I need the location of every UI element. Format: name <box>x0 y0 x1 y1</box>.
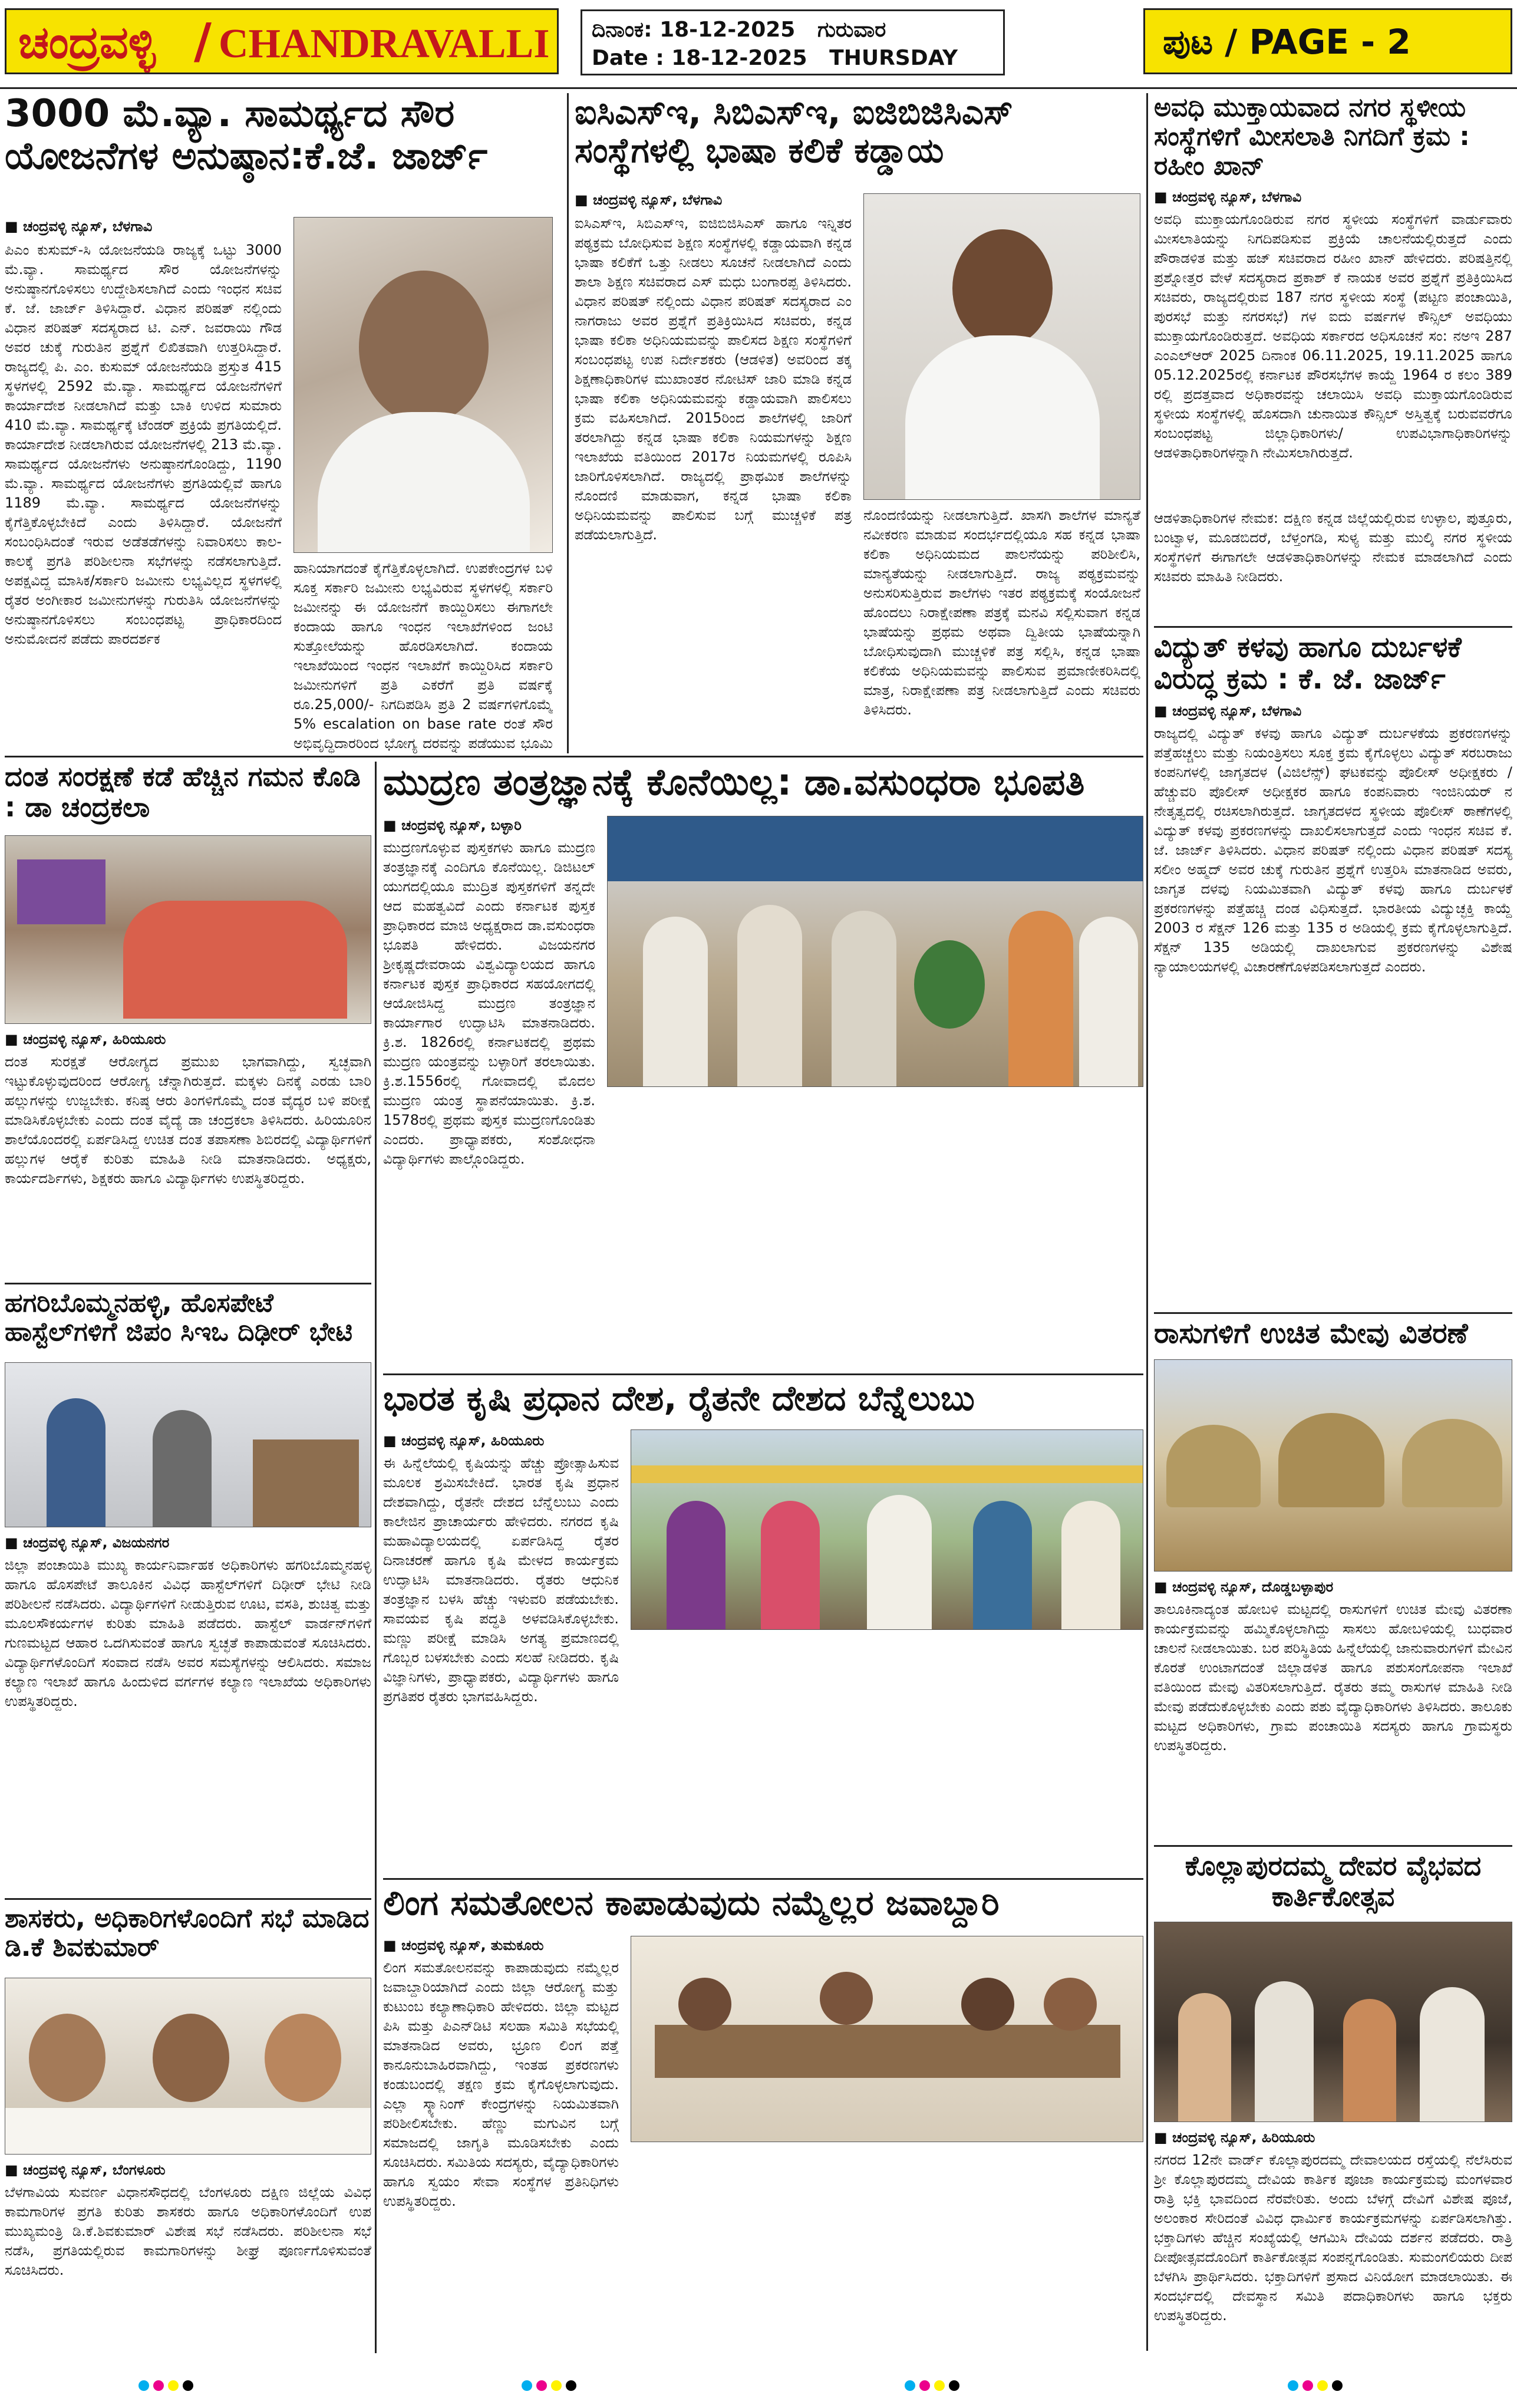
photo-agriculture-event <box>631 1429 1143 1630</box>
headline: ಅವಧಿ ಮುಕ್ತಾಯವಾದ ನಗರ ಸ್ಥಳೀಯ ಸಂಸ್ಥೆಗಳಿಗೆ ಮೀಸಲಾತಿ ನಿಗದಿಗೆ ಕ್ರಮ : ರಹೀಂ ಖಾನ್ <box>1154 93 1470 181</box>
article-gender-balance <box>383 1884 1143 2352</box>
person <box>678 1978 731 2031</box>
byline: ■ ಚಂದ್ರವಳ್ಳಿ ನ್ಯೂಸ್, ಬೆಂಗಳೂರು <box>5 2162 166 2178</box>
section-rule <box>1154 626 1512 628</box>
decoration-ribbon <box>631 1465 1143 1483</box>
hay-stack <box>1166 1425 1261 1507</box>
black-mark <box>949 2380 959 2391</box>
person <box>643 917 708 1087</box>
date-english-label: Date : <box>592 46 664 70</box>
stage-banner <box>608 816 1143 881</box>
photo-hostel-visit <box>5 1362 371 1527</box>
person <box>867 1495 932 1630</box>
byline: ■ ಚಂದ್ರವಳ್ಳಿ ನ್ಯೂಸ್, ಹಿರಿಯೂರು <box>383 1432 545 1449</box>
magenta-mark <box>919 2380 930 2391</box>
photo-dks-meeting <box>5 1978 371 2155</box>
person <box>1420 1987 1485 2122</box>
person <box>1255 1981 1314 2122</box>
byline: ■ ಚಂದ್ರವಳ್ಳಿ ನ್ಯೂಸ್, ದೊಡ್ಡಬಳ್ಳಾಪುರ <box>1154 1579 1334 1595</box>
cyan-mark <box>1288 2380 1298 2391</box>
dateline <box>581 9 1005 75</box>
section-rule <box>5 1283 371 1284</box>
cyan-mark <box>522 2380 532 2391</box>
article-body: ನಗರದ 12ನೇ ವಾರ್ಡ್ ಕೊಲ್ಲಾಪುರದಮ್ಮ ದೇವಾಲಯದ ರಸ್ತೆಯಲ್ಲಿ ನೆಲೆಸಿರುವ ಶ್ರೀ ಕೊಲ್ಲಾಪುರದಮ್ಮ ದೇವಿಯ ಕಾರ್ತಿಕ ಪೂಜಾ ಕಾರ್ಯಕ್ರಮವು ಮಂಗಳವಾರ ರಾತ್ರಿ ಭಕ್ತಿ ಭಾವದಿಂದ ನೆರವೇರಿತು. ಅಂದು ಬೆಳಗ್ಗೆ ದೇವಿಗೆ ವಿಶೇಷ ಪೂಜೆ, ಅಲಂಕಾರ ಸೇರಿದಂತೆ ವಿವಿಧ ಧಾರ್ಮಿಕ ಕಾರ್ಯಕ್ರಮಗಳನ್ನು ಏರ್ಪಡಿಸಲಾಗಿತ್ತು. ಭಕ್ತಾದಿಗಳು ಹೆಚ್ಚಿನ ಸಂಖ್ಯೆಯಲ್ಲಿ ಆಗಮಿಸಿ ದೇವಿಯ ದರ್ಶನ ಪಡೆದರು. ರಾತ್ರಿ ದೀಪೋತ್ಸವದೊಂದಿಗೆ ಕಾರ್ತಿಕೋತ್ಸವ ಸಂಪನ್ನಗೊಂಡಿತು. ಸುಮಂಗಲಿಯರು ದೀಪ ಬೆಳಗಿಸಿ ಪ್ರಾರ್ಥಿಸಿದರು. ಭಕ್ತಾದಿಗಳಿಗೆ ಪ್ರಸಾದ ವಿನಿಯೋಗ ಮಾಡಲಾಯಿತು. ಈ ಸಂದರ್ಭದಲ್ಲಿ ದೇವಸ್ಥಾನ ಸಮಿತಿ ಪದಾಧಿಕಾರಿಗಳು ಹಾಗೂ ಭಕ್ತರು ಉಪಸ್ಥಿತರಿದ್ದರು. <box>1154 2152 1512 2324</box>
cyan-mark <box>138 2380 149 2391</box>
byline: ■ ಚಂದ್ರವಳ್ಳಿ ನ್ಯೂಸ್, ತುಮಕೂರು <box>383 1937 544 1954</box>
section-rule <box>5 756 1143 757</box>
page-number: ಪುಟ / PAGE - 2 <box>1163 22 1411 62</box>
person <box>1008 911 1073 1087</box>
print-registration-marks <box>0 2357 1517 2408</box>
byline: ■ ಚಂದ್ರವಳ್ಳಿ ನ್ಯೂಸ್, ಬೆಳಗಾವಿ <box>5 218 153 235</box>
hay-stack <box>1278 1413 1384 1507</box>
page-number-box <box>1143 8 1512 74</box>
date-english-row <box>592 44 994 73</box>
article-fodder <box>1154 1318 1512 1843</box>
article-body: ಮುದ್ರಣಗೊಳ್ಳುವ ಪುಸ್ತಕಗಳು ಹಾಗೂ ಮುದ್ರಣ ತಂತ್ರಜ್ಞಾನಕ್ಕೆ ಎಂದಿಗೂ ಕೊನೆಯಿಲ್ಲ. ಡಿಜಿಟಲ್ ಯುಗದಲ್ಲಿಯೂ ಮುದ್ರಿತ ಪುಸ್ತಕಗಳಿಗೆ ತನ್ನದೇ ಆದ ಮಹತ್ವವಿದೆ ಎಂದು ಕರ್ನಾಟಕ ಪುಸ್ತಕ ಪ್ರಾಧಿಕಾರದ ಮಾಜಿ ಅಧ್ಯಕ್ಷರಾದ ಡಾ.ವಸುಂಧರಾ ಭೂಪತಿ ಹೇಳಿದರು. ವಿಜಯನಗರ ಶ್ರೀಕೃಷ್ಣದೇವರಾಯ ವಿಶ್ವವಿದ್ಯಾಲಯದ ಹಾಗೂ ಕರ್ನಾಟಕ ಪುಸ್ತಕ ಪ್ರಾಧಿಕಾರದ ಸಹಯೋಗದಲ್ಲಿ ಆಯೋಜಿಸಿದ್ದ ಮುದ್ರಣ ತಂತ್ರಜ್ಞಾನ ಕಾರ್ಯಾಗಾರ ಉದ್ಘಾಟಿಸಿ ಮಾತನಾಡಿದರು. ಕ್ರಿ.ಶ. 1826ರಲ್ಲಿ ಕರ್ನಾಟಕದಲ್ಲಿ ಪ್ರಥಮ ಮುದ್ರಣ ಯಂತ್ರವನ್ನು ಬಳ್ಳಾರಿಗೆ ತರಲಾಯಿತು. ಕ್ರಿ.ಶ.1556ರಲ್ಲಿ ಗೋವಾದಲ್ಲಿ ಮೊದಲ ಮುದ್ರಣ ಯಂತ್ರ ಸ್ಥಾಪನೆಯಾಯಿತು. ಕ್ರಿ.ಶ. 1578ರಲ್ಲಿ ಪ್ರಥಮ ಪುಸ್ತಕ ಮುದ್ರಣಗೊಂಡಿತು ಎಂದರು. ಪ್ರಾಧ್ಯಾಪಕರು, ಸಂಶೋಧನಾ ವಿದ್ಯಾರ್ಥಿಗಳು ಪಾಲ್ಗೊಂಡಿದ್ದರು. <box>383 839 595 1167</box>
yellow-mark <box>1317 2380 1328 2391</box>
article-body: ಪಿಎಂ ಕುಸುಮ್-ಸಿ ಯೋಜನೆಯಡಿ ರಾಜ್ಯಕ್ಕೆ ಒಟ್ಟು 3000 ಮೆ.ವ್ಯಾ. ಸಾಮರ್ಥ್ಯದ ಸೌರ ಯೋಜನೆಗಳನ್ನು ಅನುಷ್ಠಾನಗೊಳಿಸಲು ಉದ್ದೇಶಿಸಲಾಗಿದೆ ಎಂದು ಇಂಧನ ಸಚಿವ ಕೆ. ಜೆ. ಜಾರ್ಜ್ ತಿಳಿಸಿದ್ದಾರೆ. ವಿಧಾನ ಪರಿಷತ್ ನಲ್ಲಿಂದು ವಿಧಾನ ಪರಿಷತ್ ಸದಸ್ಯರಾದ ಟಿ. ಎನ್. ಜವರಾಯಿ ಗೌಡ ಅವರ ಚುಕ್ಕೆ ಗುರುತಿನ ಪ್ರಶ್ನೆಗೆ ಲಿಖಿತವಾಗಿ ಉತ್ತರಿಸಿದ್ದಾರೆ. ರಾಜ್ಯದಲ್ಲಿ ಪಿ. ಎಂ. ಕುಸುಮ್ ಯೋಜನೆಯಡಿ ಪ್ರಸ್ತುತ 415 ಸ್ಥಳಗಳಲ್ಲಿ 2592 ಮೆ.ವ್ಯಾ. ಸಾಮರ್ಥ್ಯದ ಯೋಜನೆಗಳಿಗೆ ಕಾರ್ಯಾದೇಶ ನೀಡಲಾಗಿದೆ ಮತ್ತು ಬಾಕಿ ಉಳಿದ ಸುಮಾರು 410 ಮೆ.ವ್ಯಾ. ಸಾಮರ್ಥ್ಯಕ್ಕೆ ಟೆಂಡರ್ ಪ್ರಕ್ರಿಯೆ ಪ್ರಗತಿಯಲ್ಲಿದೆ. ಕಾರ್ಯಾದೇಶ ನೀಡಲಾಗಿರುವ ಯೋಜನೆಗಳಲ್ಲಿ 213 ಮೆ.ವ್ಯಾ. ಸಾಮರ್ಥ್ಯದ ಯೋಜನೆಗಳು ಅನುಷ್ಠಾನಗೊಂಡಿದ್ದು, 1190 ಮೆ.ವ್ಯಾ. ಸಾಮರ್ಥ್ಯದ ಯೋಜನೆಗಳು ಪ್ರಗತಿಯಲ್ಲಿವೆ ಹಾಗೂ 1189 ಮೆ.ವ್ಯಾ. ಸಾಮರ್ಥ್ಯದ ಯೋಜನೆಗಳನ್ನು ಕೈಗೆತ್ತಿಕೊಳ್ಳಬೇಕಿದೆ ಎಂದು ತಿಳಿಸಿದ್ದಾರೆ. ಯೋಜನೆಗೆ ಸಂಬಂಧಿಸಿದಂತೆ ಇರುವ ಅಡೆತಡೆಗಳನ್ನು ನಿವಾರಿಸಲು ಕಾಲ-ಕಾಲಕ್ಕೆ ಪ್ರಗತಿ ಪರಿಶೀಲನಾ ಸಭೆಗಳನ್ನು ನಡೆಸಲಾಗುತ್ತಿದೆ. ಅಪಕ್ಷವಿದ್ದ ಮಾಸಿಕ/ಸರ್ಕಾರಿ ಜಮೀನು ಲಭ್ಯವಿಲ್ಲದ ಸ್ಥಳಗಳಲ್ಲಿ ರೈತರ ಅಂಗೀಕಾರ ಜಮೀನುಗಳನ್ನು ಗುರುತಿಸಿ ಯೋಜನೆಗಳನ್ನು ಅನುಷ್ಠಾನಗೊಳಿಸಲು ಸಂಬಂಧಪಟ್ಟ ಪ್ರಾಧಿಕಾರದಿಂದ ಅನುಮೋದನೆ ಪಡೆದು ಪಾರದರ್ಶಕ <box>5 242 282 647</box>
headline: ಹಗರಿಬೊಮ್ಮನಹಳ್ಳಿ, ಹೊಸಪೇಟೆ ಹಾಸ್ಟೆಲ್‌ಗಳಿಗೆ ಜಿಪಂ ಸಿಇಒ ದಿಢೀರ್ ಭೇಟಿ <box>5 1289 353 1348</box>
section-rule <box>1154 1312 1512 1314</box>
person <box>667 1501 725 1630</box>
date-english-value: 18-12-2025 <box>671 46 807 70</box>
article-urban-local-bodies <box>1154 93 1512 624</box>
table <box>253 1439 359 1527</box>
byline: ■ ಚಂದ್ರವಳ್ಳಿ ನ್ಯೂಸ್, ವಿಜಯನಗರ <box>5 1534 170 1551</box>
article-body: ದಂತ ಸುರಕ್ಷತೆ ಆರೋಗ್ಯದ ಪ್ರಮುಖ ಭಾಗವಾಗಿದ್ದು, ಸ್ವಚ್ಛವಾಗಿ ಇಟ್ಟುಕೊಳ್ಳುವುದರಿಂದ ಆರೋಗ್ಯ ಚೆನ್ನಾಗಿರುತ್ತದೆ. ಮಕ್ಕಳು ದಿನಕ್ಕೆ ಎರಡು ಬಾರಿ ಹಲ್ಲುಗಳನ್ನು ಉಜ್ಜಬೇಕು. ಕನಿಷ್ಠ ಆರು ತಿಂಗಳಿಗೊಮ್ಮೆ ದಂತ ವೈದ್ಯರ ಬಳಿ ಪರೀಕ್ಷೆ ಮಾಡಿಸಿಕೊಳ್ಳಬೇಕು ಎಂದು ದಂತ ವೈದ್ಯೆ ಡಾ ಚಂದ್ರಕಲಾ ತಿಳಿಸಿದರು. ಹಿರಿಯೂರಿನ ಶಾಲೆಯೊಂದರಲ್ಲಿ ಏರ್ಪಡಿಸಿದ್ದ ಉಚಿತ ದಂತ ತಪಾಸಣಾ ಶಿಬಿರದಲ್ಲಿ ವಿದ್ಯಾರ್ಥಿಗಳಿಗೆ ಹಲ್ಲುಗಳ ಆರೈಕೆ ಕುರಿತು ಮಾಹಿತಿ ನೀಡಿ ಮಾತನಾಡಿದರು. ಅಧ್ಯಕ್ಷರು, ಕಾರ್ಯದರ್ಶಿಗಳು, ಶಿಕ್ಷಕರು ಹಾಗೂ ವಿದ್ಯಾರ್ಥಿಗಳು ಉಪಸ್ಥಿತರಿದ್ದರು. <box>5 1053 371 1187</box>
person <box>1343 1999 1396 2122</box>
portrait-face <box>359 271 489 424</box>
article-body: ಲಿಂಗ ಸಮತೋಲನವನ್ನು ಕಾಪಾಡುವುದು ನಮ್ಮೆಲ್ಲರ ಜವಾಬ್ದಾರಿಯಾಗಿದೆ ಎಂದು ಜಿಲ್ಲಾ ಆರೋಗ್ಯ ಮತ್ತು ಕುಟುಂಬ ಕಲ್ಯಾಣಾಧಿಕಾರಿ ಹೇಳಿದರು. ಜಿಲ್ಲಾ ಮಟ್ಟದ ಪಿಸಿ ಮತ್ತು ಪಿಎನ್‌ಡಿಟಿ ಸಲಹಾ ಸಮಿತಿ ಸಭೆಯಲ್ಲಿ ಮಾತನಾಡಿದ ಅವರು, ಭ್ರೂಣ ಲಿಂಗ ಪತ್ತೆ ಕಾನೂನುಬಾಹಿರವಾಗಿದ್ದು, ಇಂತಹ ಪ್ರಕರಣಗಳು ಕಂಡುಬಂದಲ್ಲಿ ತಕ್ಷಣ ಕ್ರಮ ಕೈಗೊಳ್ಳಲಾಗುವುದು. ಎಲ್ಲಾ ಸ್ಕ್ಯಾನಿಂಗ್ ಕೇಂದ್ರಗಳನ್ನು ನಿಯಮಿತವಾಗಿ ಪರಿಶೀಲಿಸಬೇಕು. ಹೆಣ್ಣು ಮಗುವಿನ ಬಗ್ಗೆ ಸಮಾಜದಲ್ಲಿ ಜಾಗೃತಿ ಮೂಡಿಸಬೇಕು ಎಂದು ಸೂಚಿಸಿದರು. ಸಮಿತಿಯ ಸದಸ್ಯರು, ವೈದ್ಯಾಧಿಕಾರಿಗಳು ಹಾಗೂ ಸ್ವಯಂ ಸೇವಾ ಸಂಸ್ಥೆಗಳ ಪ್ರತಿನಿಧಿಗಳು ಉಪಸ್ಥಿತರಿದ್ದರು. <box>383 1959 619 2209</box>
day-kannada: ಗುರುವಾರ <box>817 18 886 42</box>
headline: ದಂತ ಸಂರಕ್ಷಣೆ ಕಡೆ ಹೆಚ್ಚಿನ ಗಮನ ಕೊಡಿ : ಡಾ ಚಂದ್ರಕಲಾ <box>5 762 361 823</box>
article-power-theft <box>1154 632 1512 1310</box>
yellow-mark <box>168 2380 179 2391</box>
magenta-mark <box>153 2380 164 2391</box>
section-rule <box>383 1373 1143 1375</box>
person <box>1061 1501 1120 1630</box>
photo-karthikotsava <box>1154 1922 1512 2122</box>
person <box>820 1972 873 2025</box>
masthead <box>0 0 1517 83</box>
portrait-shirt <box>905 335 1100 500</box>
logo-english: CHANDRAVALLI <box>219 21 550 67</box>
headline: ಭಾರತ ಕೃಷಿ ಪ್ರಧಾನ ದೇಶ, ರೈತನೇ ದೇಶದ ಬೆನ್ನೆಲುಬು <box>383 1379 975 1418</box>
meeting-table <box>655 2025 1120 2078</box>
person <box>153 1410 212 1527</box>
article-body: ತಾಲೂಕಿನಾದ್ಯಂತ ಹೋಬಳಿ ಮಟ್ಟದಲ್ಲಿ ರಾಸುಗಳಿಗೆ ಉಚಿತ ಮೇವು ವಿತರಣಾ ಕಾರ್ಯಕ್ರಮವನ್ನು ಹಮ್ಮಿಕೊಳ್ಳಲಾಗಿದ್ದು ಸಾಸಲು ಹೋಬಳಿಯಲ್ಲಿ ಬುಧವಾರ ಚಾಲನೆ ನೀಡಲಾಯಿತು. ಬರ ಪರಿಸ್ಥಿತಿಯ ಹಿನ್ನೆಲೆಯಲ್ಲಿ ಜಾನುವಾರುಗಳಿಗೆ ಮೇವಿನ ಕೊರತೆ ಉಂಟಾಗದಂತೆ ಜಿಲ್ಲಾಡಳಿತ ಹಾಗೂ ಪಶುಸಂಗೋಪನಾ ಇಲಾಖೆ ವತಿಯಿಂದ ಮೇವು ವಿತರಿಸಲಾಗುತ್ತಿದೆ. ರೈತರು ತಮ್ಮ ರಾಸುಗಳ ಮಾಹಿತಿ ನೀಡಿ ಮೇವು ಪಡೆದುಕೊಳ್ಳಬೇಕು ಎಂದು ಪಶು ವೈದ್ಯಾಧಿಕಾರಿಗಳು ತಿಳಿಸಿದರು. ತಾಲೂಕು ಮಟ್ಟದ ಅಧಿಕಾರಿಗಳು, ಗ್ರಾಮ ಪಂಚಾಯಿತಿ ಸದಸ್ಯರು ಹಾಗೂ ಗ್ರಾಮಸ್ಥರು ಉಪಸ್ಥಿತರಿದ್ದರು. <box>1154 1601 1512 1754</box>
black-mark <box>566 2380 576 2391</box>
magenta-mark <box>1302 2380 1313 2391</box>
article-dental <box>5 762 371 1280</box>
photo-fodder-distribution <box>1154 1359 1512 1572</box>
article-kollapuradamma <box>1154 1851 1512 2352</box>
person <box>832 911 896 1087</box>
byline: ■ ಚಂದ್ರವಳ್ಳಿ ನ್ಯೂಸ್, ಬೆಳಗಾವಿ <box>1154 189 1302 205</box>
portrait-face <box>952 229 1053 347</box>
article-printing <box>383 762 1143 1369</box>
cyan-mark <box>905 2380 915 2391</box>
person <box>973 1501 1032 1630</box>
column-rule <box>375 762 377 2353</box>
portrait-shirt <box>318 412 530 553</box>
date-kannada-row <box>592 16 994 44</box>
logo-separator: / <box>194 14 212 70</box>
hay-stack <box>1402 1419 1502 1507</box>
newspaper-logo <box>5 8 559 74</box>
person <box>29 2014 105 2102</box>
yellow-mark <box>551 2380 562 2391</box>
headline: 3000 ಮೆ.ವ್ಯಾ. ಸಾಮರ್ಥ್ಯದ ಸೌರ ಯೋಜನೆಗಳ ಅನುಷ್ಠಾನ:ಕೆ.ಜೆ. ಜಾರ್ಜ್ <box>5 93 488 178</box>
headline: ಮುದ್ರಣ ತಂತ್ರಜ್ಞಾನಕ್ಕೆ ಕೊನೆಯಿಲ್ಲ: ಡಾ.ವಸುಂಧರಾ ಭೂಪತಿ <box>383 762 1085 803</box>
article-agriculture <box>383 1379 1143 1875</box>
byline: ■ ಚಂದ್ರವಳ್ಳಿ ನ್ಯೂಸ್, ಹಿರಿಯೂರು <box>1154 2129 1315 2146</box>
section-rule <box>1154 1845 1512 1847</box>
byline: ■ ಚಂದ್ರವಳ್ಳಿ ನ್ಯೂಸ್, ಬೆಳಗಾವಿ <box>1154 703 1302 719</box>
article-body: ಐಸಿಎಸ್‌ಇ, ಸಿಬಿಎಸ್‌ಇ, ಐಜಿಬಿಜಿಸಿಎಸ್ ಹಾಗೂ ಇನ್ನಿತರ ಪಠ್ಯಕ್ರಮ ಬೋಧಿಸುವ ಶಿಕ್ಷಣ ಸಂಸ್ಥೆಗಳಲ್ಲಿ ಕಡ್ಡಾಯವಾಗಿ ಕನ್ನಡ ಭಾಷಾ ಕಲಿಕೆಗೆ ಒತ್ತು ನೀಡಲು ಸೂಚನೆ ನೀಡಲಾಗಿದೆ ಎಂದು ಶಾಲಾ ಶಿಕ್ಷಣ ಸಚಿವರಾದ ಎಸ್ ಮಧು ಬಂಗಾರಪ್ಪ ತಿಳಿಸಿದರು. ವಿಧಾನ ಪರಿಷತ್ ನಲ್ಲಿಂದು ವಿಧಾನ ಪರಿಷತ್ ಸದಸ್ಯರಾದ ಎಂ ನಾಗರಾಜು ಅವರ ಪ್ರಶ್ನೆಗೆ ಪ್ರತಿಕ್ರಿಯಿಸಿದ ಸಚಿವರು, ಕನ್ನಡ ಭಾಷಾ ಕಲಿಕಾ ಅಧಿನಿಯಮವನ್ನು ಪಾಲಿಸದ ಶಿಕ್ಷಣ ಸಂಸ್ಥೆಗಳಿಗೆ ಸಂಬಂಧಪಟ್ಟ ಉಪ ನಿರ್ದೇಶಕರು (ಆಡಳಿತ) ಅವರಿಂದ ತಕ್ಕ ಶಿಕ್ಷಣಾಧಿಕಾರಿಗಳ ಮುಖಾಂತರ ನೋಟಿಸ್ ಜಾರಿ ಮಾಡಿ ಕನ್ನಡ ಭಾಷಾ ಕಲಿಕಾ ಅಧಿನಿಯಮವನ್ನು ಕಡ್ಡಾಯವಾಗಿ ಪಾಲಿಸಲು ಕ್ರಮ ವಹಿಸಲಾಗಿದೆ. 2015ರಿಂದ ಶಾಲೆಗಳಲ್ಲಿ ಜಾರಿಗೆ ತರಲಾಗಿದ್ದು ಕನ್ನಡ ಭಾಷಾ ಕಲಿಕಾ ನಿಯಮಗಳನ್ನು ಶಿಕ್ಷಣ ಇಲಾಖೆಯ ವತಿಯಿಂದ 2017ರ ನಿಯಮಗಳಲ್ಲಿ ರೂಪಿಸಿ ಜಾರಿಗೊಳಿಸಲಾಗಿದೆ. ರಾಜ್ಯದಲ್ಲಿ ಪ್ರಾಥಮಿಕ ಶಾಲೆಗಳನ್ನು ನೊಂದಣಿ ಮಾಡುವಾಗ, ಕನ್ನಡ ಭಾಷಾ ಕಲಿಕಾ ಅಧಿನಿಯಮವನ್ನು ಪಾಲಿಸುವ ಬಗ್ಗೆ ಮುಚ್ಚಳಿಕೆ ಪತ್ರ ಪಡೆಯಲಾಗುತ್ತಿದೆ. <box>575 215 852 543</box>
group-of-people <box>123 901 347 1019</box>
byline: ■ ಚಂದ್ರವಳ್ಳಿ ನ್ಯೂಸ್, ಹಿರಿಯೂರು <box>5 1031 166 1047</box>
photo-kj-george <box>293 217 553 553</box>
article-body-cont: ನೊಂದಣಿಯನ್ನು ನೀಡಲಾಗುತ್ತಿದೆ. ಖಾಸಗಿ ಶಾಲೆಗಳ ಮಾನ್ಯತೆ ನವೀಕರಣ ಮಾಡುವ ಸಂದರ್ಭದಲ್ಲಿಯೂ ಸಹ ಕನ್ನಡ ಭಾಷಾ ಕಲಿಕಾ ಅಧಿನಿಯಮದ ಪಾಲನೆಯನ್ನು ಪರಿಶೀಲಿಸಿ, ಮಾನ್ಯತೆಯನ್ನು ನೀಡಲಾಗುತ್ತಿದೆ. ರಾಜ್ಯ ಪಠ್ಯಕ್ರಮವನ್ನು ಅನುಸರಿಸುತ್ತಿರುವ ಶಾಲೆಗಳು ಇತರ ಪಠ್ಯಕ್ರಮಕ್ಕೆ ಸಂಯೋಜನೆ ಹೊಂದಲು ನಿರಾಕ್ಷೇಪಣಾ ಪತ್ರಕ್ಕೆ ಮನವಿ ಸಲ್ಲಿಸುವಾಗ ಕನ್ನಡ ಭಾಷೆಯನ್ನು ಪ್ರಥಮ ಅಥವಾ ದ್ವಿತೀಯ ಭಾಷೆಯನ್ನಾಗಿ ಬೋಧಿಸುವುದಾಗಿ ಮುಚ್ಚಳಿಕೆ ಪತ್ರ ಸಲ್ಲಿಸಿ, ಕನ್ನಡ ಭಾಷಾ ಕಲಿಕೆಯ ಅಧಿನಿಯಮವನ್ನು ಪಾಲಿಸುವ ಪ್ರಮಾಣೀಕರಿಸಿದಲ್ಲಿ ಮಾತ್ರ, ನಿರಾಕ್ಷೇಪಣಾ ಪತ್ರ ನೀಡಲಾಗುತ್ತಿದೆ ಎಂದು ಸಚಿವರು ತಿಳಿಸಿದರು. <box>863 507 1140 718</box>
article-language <box>575 93 1143 753</box>
column-rule <box>567 93 569 753</box>
headline: ಕೊಲ್ಲಾಪುರದಮ್ಮ ದೇವರ ವೈಭವದ ಕಾರ್ತಿಕೋತ್ಸವ <box>1185 1851 1482 1912</box>
photo-madhu-bangarappa <box>863 193 1140 500</box>
person <box>1079 917 1138 1087</box>
date-kannada-value: 18-12-2025 <box>659 18 796 42</box>
person <box>265 2014 341 2102</box>
article-dks-meeting <box>5 1904 371 2352</box>
headline: ವಿದ್ಯುತ್ ಕಳವು ಹಾಗೂ ದುರ್ಬಳಕೆ ವಿರುದ್ಧ ಕ್ರಮ : ಕೆ. ಜೆ. ಜಾರ್ಜ್ <box>1154 632 1462 696</box>
byline: ■ ಚಂದ್ರವಳ್ಳಿ ನ್ಯೂಸ್, ಬೆಳಗಾವಿ <box>575 192 723 208</box>
article-body: ಅವಧಿ ಮುಕ್ತಾಯಗೊಂಡಿರುವ ನಗರ ಸ್ಥಳೀಯ ಸಂಸ್ಥೆಗಳಿಗೆ ವಾರ್ಡುವಾರು ಮೀಸಲಾತಿಯನ್ನು ನಿಗದಿಪಡಿಸುವ ಪ್ರಕ್ರಿಯೆ ಚಾಲನೆಯಲ್ಲಿರುತ್ತದೆ ಎಂದು ಪೌರಾಡಳಿತ ಮತ್ತು ಹಜ್ ಸಚಿವರಾದ ರಹೀಂ ಖಾನ್ ಹೇಳಿದರು. ಪರಿಷತ್ತಿನಲ್ಲಿ ಪ್ರಶ್ನೋತ್ತರ ವೇಳೆ ಸದಸ್ಯರಾದ ಪ್ರಕಾಶ್ ಕೆ ನಾಯಕ ಅವರ ಪ್ರಶ್ನೆಗೆ ಪ್ರತಿಕ್ರಿಯಿಸಿದ ಸಚಿವರು, ರಾಜ್ಯದಲ್ಲಿರುವ 187 ನಗರ ಸ್ಥಳೀಯ ಸಂಸ್ಥೆ (ಪಟ್ಟಣ ಪಂಚಾಯಿತಿ, ಪುರಸಭೆ ಮತ್ತು ನಗರಸಭೆ) ಗಳ ಐದು ವರ್ಷಗಳ ಕೌನ್ಸಿಲ್ ಅವಧಿಯು ಮುಕ್ತಾಯಗೊಂಡಿರುತ್ತದೆ. ಅವಧಿಯ ಸರ್ಕಾರದ ಅಧಿಸೂಚನೆ ಸಂ: ನಅಇ 287 ಎಂಎಲ್‌ಆರ್ 2025 ದಿನಾಂಕ 06.11.2025, 19.11.2025 ಹಾಗೂ 05.12.2025ರಲ್ಲಿ ಕರ್ನಾಟಕ ಪೌರಸಭೆಗಳ ಕಾಯ್ದೆ 1964 ರ ಕಲಂ 389 ರಲ್ಲಿ ಪ್ರದತ್ತವಾದ ಅಧಿಕಾರವನ್ನು ಚಲಾಯಿಸಿ ಅವಧಿ ಮುಕ್ತಾಯಗೊಂಡಿರುವ ಸ್ಥಳೀಯ ಸಂಸ್ಥೆಗಳಲ್ಲಿ ಹೊಸದಾಗಿ ಚುನಾಯಿತ ಕೌನ್ಸಿಲ್ ಅಸ್ತಿತ್ವಕ್ಕೆ ಬರುವವರೆಗೂ ಸಂಬಂಧಪಟ್ಟ ಜಿಲ್ಲಾಧಿಕಾರಿಗಳು/ ಉಪವಿಭಾಗಾಧಿಕಾರಿಗಳನ್ನು ಆಡಳಿತಾಧಿಕಾರಿಗಳನ್ನಾಗಿ ನೇಮಿಸಲಾಗಿರುತ್ತದೆ. <box>1154 211 1512 461</box>
section-rule <box>383 1878 1143 1880</box>
person <box>761 1501 820 1630</box>
photo-committee-meeting <box>631 1936 1143 2142</box>
article-solar <box>5 93 565 753</box>
black-mark <box>1332 2380 1343 2391</box>
article-body: ಬೆಳಗಾವಿಯ ಸುವರ್ಣ ವಿಧಾನಸೌಧದಲ್ಲಿ ಬೆಂಗಳೂರು ದಕ್ಷಿಣ ಜಿಲ್ಲೆಯ ವಿವಿಧ ಕಾಮಗಾರಿಗಳ ಪ್ರಗತಿ ಕುರಿತು ಶಾಸಕರು ಹಾಗೂ ಅಧಿಕಾರಿಗಳೊಂದಿಗೆ ಉಪ ಮುಖ್ಯಮಂತ್ರಿ ಡಿ.ಕೆ.ಶಿವಕುಮಾರ್ ವಿಶೇಷ ಸಭೆ ನಡೆಸಿದರು. ಪರಿಶೀಲನಾ ಸಭೆ ನಡೆಸಿ, ಪ್ರಗತಿಯಲ್ಲಿರುವ ಕಾಮಗಾರಿಗಳನ್ನು ಶೀಘ್ರ ಪೂರ್ಣಗೊಳಿಸುವಂತೆ ಸೂಚಿಸಿದರು. <box>5 2184 371 2278</box>
person <box>153 2014 229 2102</box>
day-english: THURSDAY <box>829 46 958 70</box>
article-body: ರಾಜ್ಯದಲ್ಲಿ ವಿದ್ಯುತ್ ಕಳವು ಹಾಗೂ ವಿದ್ಯುತ್ ದುರ್ಬಳಕೆಯ ಪ್ರಕರಣಗಳನ್ನು ಪತ್ತೆಹಚ್ಚಲು ಮತ್ತು ನಿಯಂತ್ರಿಸಲು ಸೂಕ್ತ ಕ್ರಮ ಕೈಗೊಳ್ಳಲು ವಿದ್ಯುತ್ ಸರಬರಾಜು ಕಂಪನಿಗಳಲ್ಲಿ ಜಾಗೃತದಳ (ವಿಜಿಲೆನ್ಸ್) ಘಟಕವನ್ನು ಪೊಲೀಸ್ ಅಧೀಕ್ಷಕರು / ಹೆಚ್ಚುವರಿ ಪೊಲೀಸ್ ಅಧೀಕ್ಷಕರ ಹಾಗೂ ಕಂಪನಿವಾರು ಇಂಜಿನಿಯರ್ ನ ನೇತೃತ್ವದಲ್ಲಿ ರಚಿಸಲಾಗಿರುತ್ತದೆ. ಜಾಗೃತದಳದ ಸ್ಥಳೀಯ ಪೊಲೀಸ್ ಠಾಣೆಗಳಲ್ಲಿ ವಿದ್ಯುತ್ ಕಳವು ಪ್ರಕರಣಗಳನ್ನು ದಾಖಲಿಸಲಾಗುತ್ತದೆ ಎಂದು ಇಂಧನ ಸಚಿವ ಕೆ. ಜೆ. ಜಾರ್ಜ್ ತಿಳಿಸಿದರು. ವಿಧಾನ ಪರಿಷತ್ ನಲ್ಲಿಂದು ವಿಧಾನ ಪರಿಷತ್ ಸದಸ್ಯ ಸಲೀಂ ಅಹ್ಮದ್ ಅವರ ಚುಕ್ಕೆ ಗುರುತಿನ ಪ್ರಶ್ನೆಗೆ ಉತ್ತರಿಸಿ ಮಾತನಾಡಿದ ಅವರು, ಜಾಗೃತ ದಳವು ನಿಯಮಿತವಾಗಿ ವಿದ್ಯುತ್ ಕಳವು ಹಾಗೂ ದುರ್ಬಳಕೆ ಪ್ರಕರಣಗಳನ್ನು ಪತ್ತೆಹಚ್ಚಿ ದಂಡ ವಿಧಿಸುತ್ತದೆ. ಭಾರತೀಯ ವಿದ್ಯುಚ್ಛಕ್ತಿ ಕಾಯ್ದೆ 2003 ರ ಸೆಕ್ಷನ್ 126 ಮತ್ತು 135 ರ ಅಡಿಯಲ್ಲಿ ಕ್ರಮ ಕೈಗೊಳ್ಳಲಾಗುತ್ತಿದೆ. ಸೆಕ್ಷನ್ 135 ಅಡಿಯಲ್ಲಿ ದಾಖಲಾಗುವ ಪ್ರಕರಣಗಳನ್ನು ವಿಶೇಷ ನ್ಯಾಯಾಲಯಗಳಲ್ಲಿ ವಿಚಾರಣೆಗೊಳಪಡಿಸಲಾಗುತ್ತದೆ ಎಂದರು. <box>1154 725 1512 975</box>
date-kannada-label: ದಿನಾಂಕ: <box>592 18 652 42</box>
article-body: ಜಿಲ್ಲಾ ಪಂಚಾಯಿತಿ ಮುಖ್ಯ ಕಾರ್ಯನಿರ್ವಾಹಕ ಅಧಿಕಾರಿಗಳು ಹಗರಿಬೊಮ್ಮನಹಳ್ಳಿ ಹಾಗೂ ಹೊಸಪೇಟೆ ತಾಲೂಕಿನ ವಿವಿಧ ಹಾಸ್ಟೆಲ್‌ಗಳಿಗೆ ದಿಢೀರ್ ಭೇಟಿ ನೀಡಿ ಪರಿಶೀಲನೆ ನಡೆಸಿದರು. ವಿದ್ಯಾರ್ಥಿಗಳಿಗೆ ನೀಡುತ್ತಿರುವ ಊಟ, ವಸತಿ, ಶುಚಿತ್ವ ಮತ್ತು ಮೂಲಸೌಕರ್ಯಗಳ ಕುರಿತು ಮಾಹಿತಿ ಪಡೆದರು. ಹಾಸ್ಟೆಲ್ ವಾರ್ಡನ್‌ಗಳಿಗೆ ಗುಣಮಟ್ಟದ ಆಹಾರ ಒದಗಿಸುವಂತೆ ಹಾಗೂ ಸ್ವಚ್ಛತೆ ಕಾಪಾಡುವಂತೆ ಸೂಚಿಸಿದರು. ವಿದ್ಯಾರ್ಥಿಗಳೊಂದಿಗೆ ಸಂವಾದ ನಡೆಸಿ ಅವರ ಸಮಸ್ಯೆಗಳನ್ನು ಆಲಿಸಿದರು. ಸಮಾಜ ಕಲ್ಯಾಣ ಇಲಾಖೆ ಹಾಗೂ ಹಿಂದುಳಿದ ವರ್ಗಗಳ ಕಲ್ಯಾಣ ಇಲಾಖೆಯ ಅಧಿಕಾರಿಗಳು ಉಪಸ್ಥಿತರಿದ್ದರು. <box>5 1557 371 1709</box>
column-rule <box>1146 93 1148 2351</box>
black-mark <box>183 2380 193 2391</box>
article-body: ಈ ಹಿನ್ನೆಲೆಯಲ್ಲಿ ಕೃಷಿಯನ್ನು ಹೆಚ್ಚು ಪ್ರೋತ್ಸಾಹಿಸುವ ಮೂಲಕ ಶ್ರಮಿಸಬೇಕಿದೆ. ಭಾರತ ಕೃಷಿ ಪ್ರಧಾನ ದೇಶವಾಗಿದ್ದು, ರೈತನೇ ದೇಶದ ಬೆನ್ನೆಲುಬು ಎಂದು ಕಾಲೇಜಿನ ಪ್ರಾಚಾರ್ಯರು ಹೇಳಿದರು. ನಗರದ ಕೃಷಿ ಮಹಾವಿದ್ಯಾಲಯದಲ್ಲಿ ಏರ್ಪಡಿಸಿದ್ದ ರೈತರ ದಿನಾಚರಣೆ ಹಾಗೂ ಕೃಷಿ ಮೇಳದ ಕಾರ್ಯಕ್ರಮ ಉದ್ಘಾಟಿಸಿ ಮಾತನಾಡಿದರು. ರೈತರು ಆಧುನಿಕ ತಂತ್ರಜ್ಞಾನ ಬಳಸಿ ಹೆಚ್ಚು ಇಳುವರಿ ಪಡೆಯಬೇಕು. ಸಾವಯವ ಕೃಷಿ ಪದ್ಧತಿ ಅಳವಡಿಸಿಕೊಳ್ಳಬೇಕು. ಮಣ್ಣು ಪರೀಕ್ಷೆ ಮಾಡಿಸಿ ಅಗತ್ಯ ಪ್ರಮಾಣದಲ್ಲಿ ಗೊಬ್ಬರ ಬಳಸಬೇಕು ಎಂದು ಸಲಹೆ ನೀಡಿದರು. ಕೃಷಿ ವಿಜ್ಞಾನಿಗಳು, ಪ್ರಾಧ್ಯಾಪಕರು, ವಿದ್ಯಾರ್ಥಿಗಳು ಹಾಗೂ ಪ್ರಗತಿಪರ ರೈತರು ಭಾಗವಹಿಸಿದ್ದರು. <box>383 1455 619 1705</box>
headline: ರಾಸುಗಳಿಗೆ ಉಚಿತ ಮೇವು ವಿತರಣೆ <box>1154 1318 1468 1350</box>
person <box>961 1978 1014 2031</box>
article-body-cont: ಹಾನಿಯಾಗದಂತೆ ಕೈಗೆತ್ತಿಕೊಳ್ಳಲಾಗಿದೆ. ಉಪಕೇಂದ್ರಗಳ ಬಳಿ ಸೂಕ್ತ ಸರ್ಕಾರಿ ಜಮೀನು ಲಭ್ಯವಿರುವ ಸ್ಥಳಗಳಲ್ಲಿ ಸರ್ಕಾರಿ ಜಮೀನನ್ನು ಈ ಯೋಜನೆಗೆ ಕಾಯ್ದಿರಿಸಲು ಈಗಾಗಲೇ ಕಂದಾಯ ಹಾಗೂ ಇಂಧನ ಇಲಾಖೆಗಳಿಂದ ಜಂಟಿ ಸುತ್ತೋಲೆಯನ್ನು ಹೊರಡಿಸಲಾಗಿದೆ. ಕಂದಾಯ ಇಲಾಖೆಯಿಂದ ಇಂಧನ ಇಲಾಖೆಗೆ ಕಾಯ್ದಿರಿಸಿದ ಸರ್ಕಾರಿ ಜಮೀನುಗಳಿಗೆ ಪ್ರತಿ ಎಕರೆಗೆ ಪ್ರತಿ ವರ್ಷಕ್ಕೆ ರೂ.25,000/- ನಿಗದಿಪಡಿಸಿ ಪ್ರತಿ 2 ವರ್ಷಗಳಿಗೊಮ್ಮೆ 5% escalation on base rate ರಂತೆ ಸೌರ ಅಭಿವೃದ್ಧಿದಾರರಿಂದ ಭೋಗ್ಯ ದರವನ್ನು ಪಡೆಯುವ ಭೂಮಿ <box>293 560 553 752</box>
headline: ಐಸಿಎಸ್‌ಇ, ಸಿಬಿಎಸ್‌ಇ, ಐಜಿಬಿಜಿಸಿಎಸ್ ಸಂಸ್ಥೆಗಳಲ್ಲಿ ಭಾಷಾ ಕಲಿಕೆ ಕಡ್ಡಾಯ <box>575 93 1013 170</box>
article-note: ಆಡಳಿತಾಧಿಕಾರಿಗಳ ನೇಮಕ: ದಕ್ಷಿಣ ಕನ್ನಡ ಜಿಲ್ಲೆಯಲ್ಲಿರುವ ಉಳ್ಳಾಲ, ಪುತ್ತೂರು, ಬಂಟ್ವಾಳ, ಮೂಡಬಿದರೆ, ಬೆಳ್ತಂಗಡಿ, ಸುಳ್ಯ ಮತ್ತು ಮುಲ್ಕಿ ನಗರ ಸ್ಥಳೀಯ ಸಂಸ್ಥೆಗಳಿಗೆ ಈಗಾಗಲೇ ಆಡಳಿತಾಧಿಕಾರಿಗಳನ್ನು ನೇಮಕ ಮಾಡಲಾಗಿದೆ ಎಂದು ಸಚಿವರು ಮಾಹಿತಿ ನೀಡಿದರು. <box>1154 510 1512 585</box>
logo-kannada: ಚಂದ್ರವಳ್ಳಿ <box>18 16 156 68</box>
banner <box>17 859 105 924</box>
person <box>1044 1978 1097 2031</box>
magenta-mark <box>536 2380 547 2391</box>
article-hostel <box>5 1289 371 1896</box>
masthead-rule <box>0 87 1517 89</box>
headline: ಲಿಂಗ ಸಮತೋಲನ ಕಾಪಾಡುವುದು ನಮ್ಮೆಲ್ಲರ ಜವಾಬ್ದಾರಿ <box>383 1884 1000 1923</box>
person <box>1178 1993 1231 2122</box>
table <box>5 2108 371 2155</box>
byline: ■ ಚಂದ್ರವಳ್ಳಿ ನ್ಯೂಸ್, ಬಳ್ಳಾರಿ <box>383 817 522 834</box>
person <box>47 1398 105 1527</box>
person <box>737 905 802 1087</box>
section-rule <box>5 1898 371 1900</box>
photo-printing-workshop <box>607 816 1143 1087</box>
headline: ಶಾಸಕರು, ಅಧಿಕಾರಿಗಳೊಂದಿಗೆ ಸಭೆ ಮಾಡಿದ ಡಿ.ಕೆ ಶಿವಕುಮಾರ್ <box>5 1904 370 1963</box>
plant <box>914 940 985 1029</box>
photo-dental-camp <box>5 835 371 1024</box>
yellow-mark <box>934 2380 945 2391</box>
